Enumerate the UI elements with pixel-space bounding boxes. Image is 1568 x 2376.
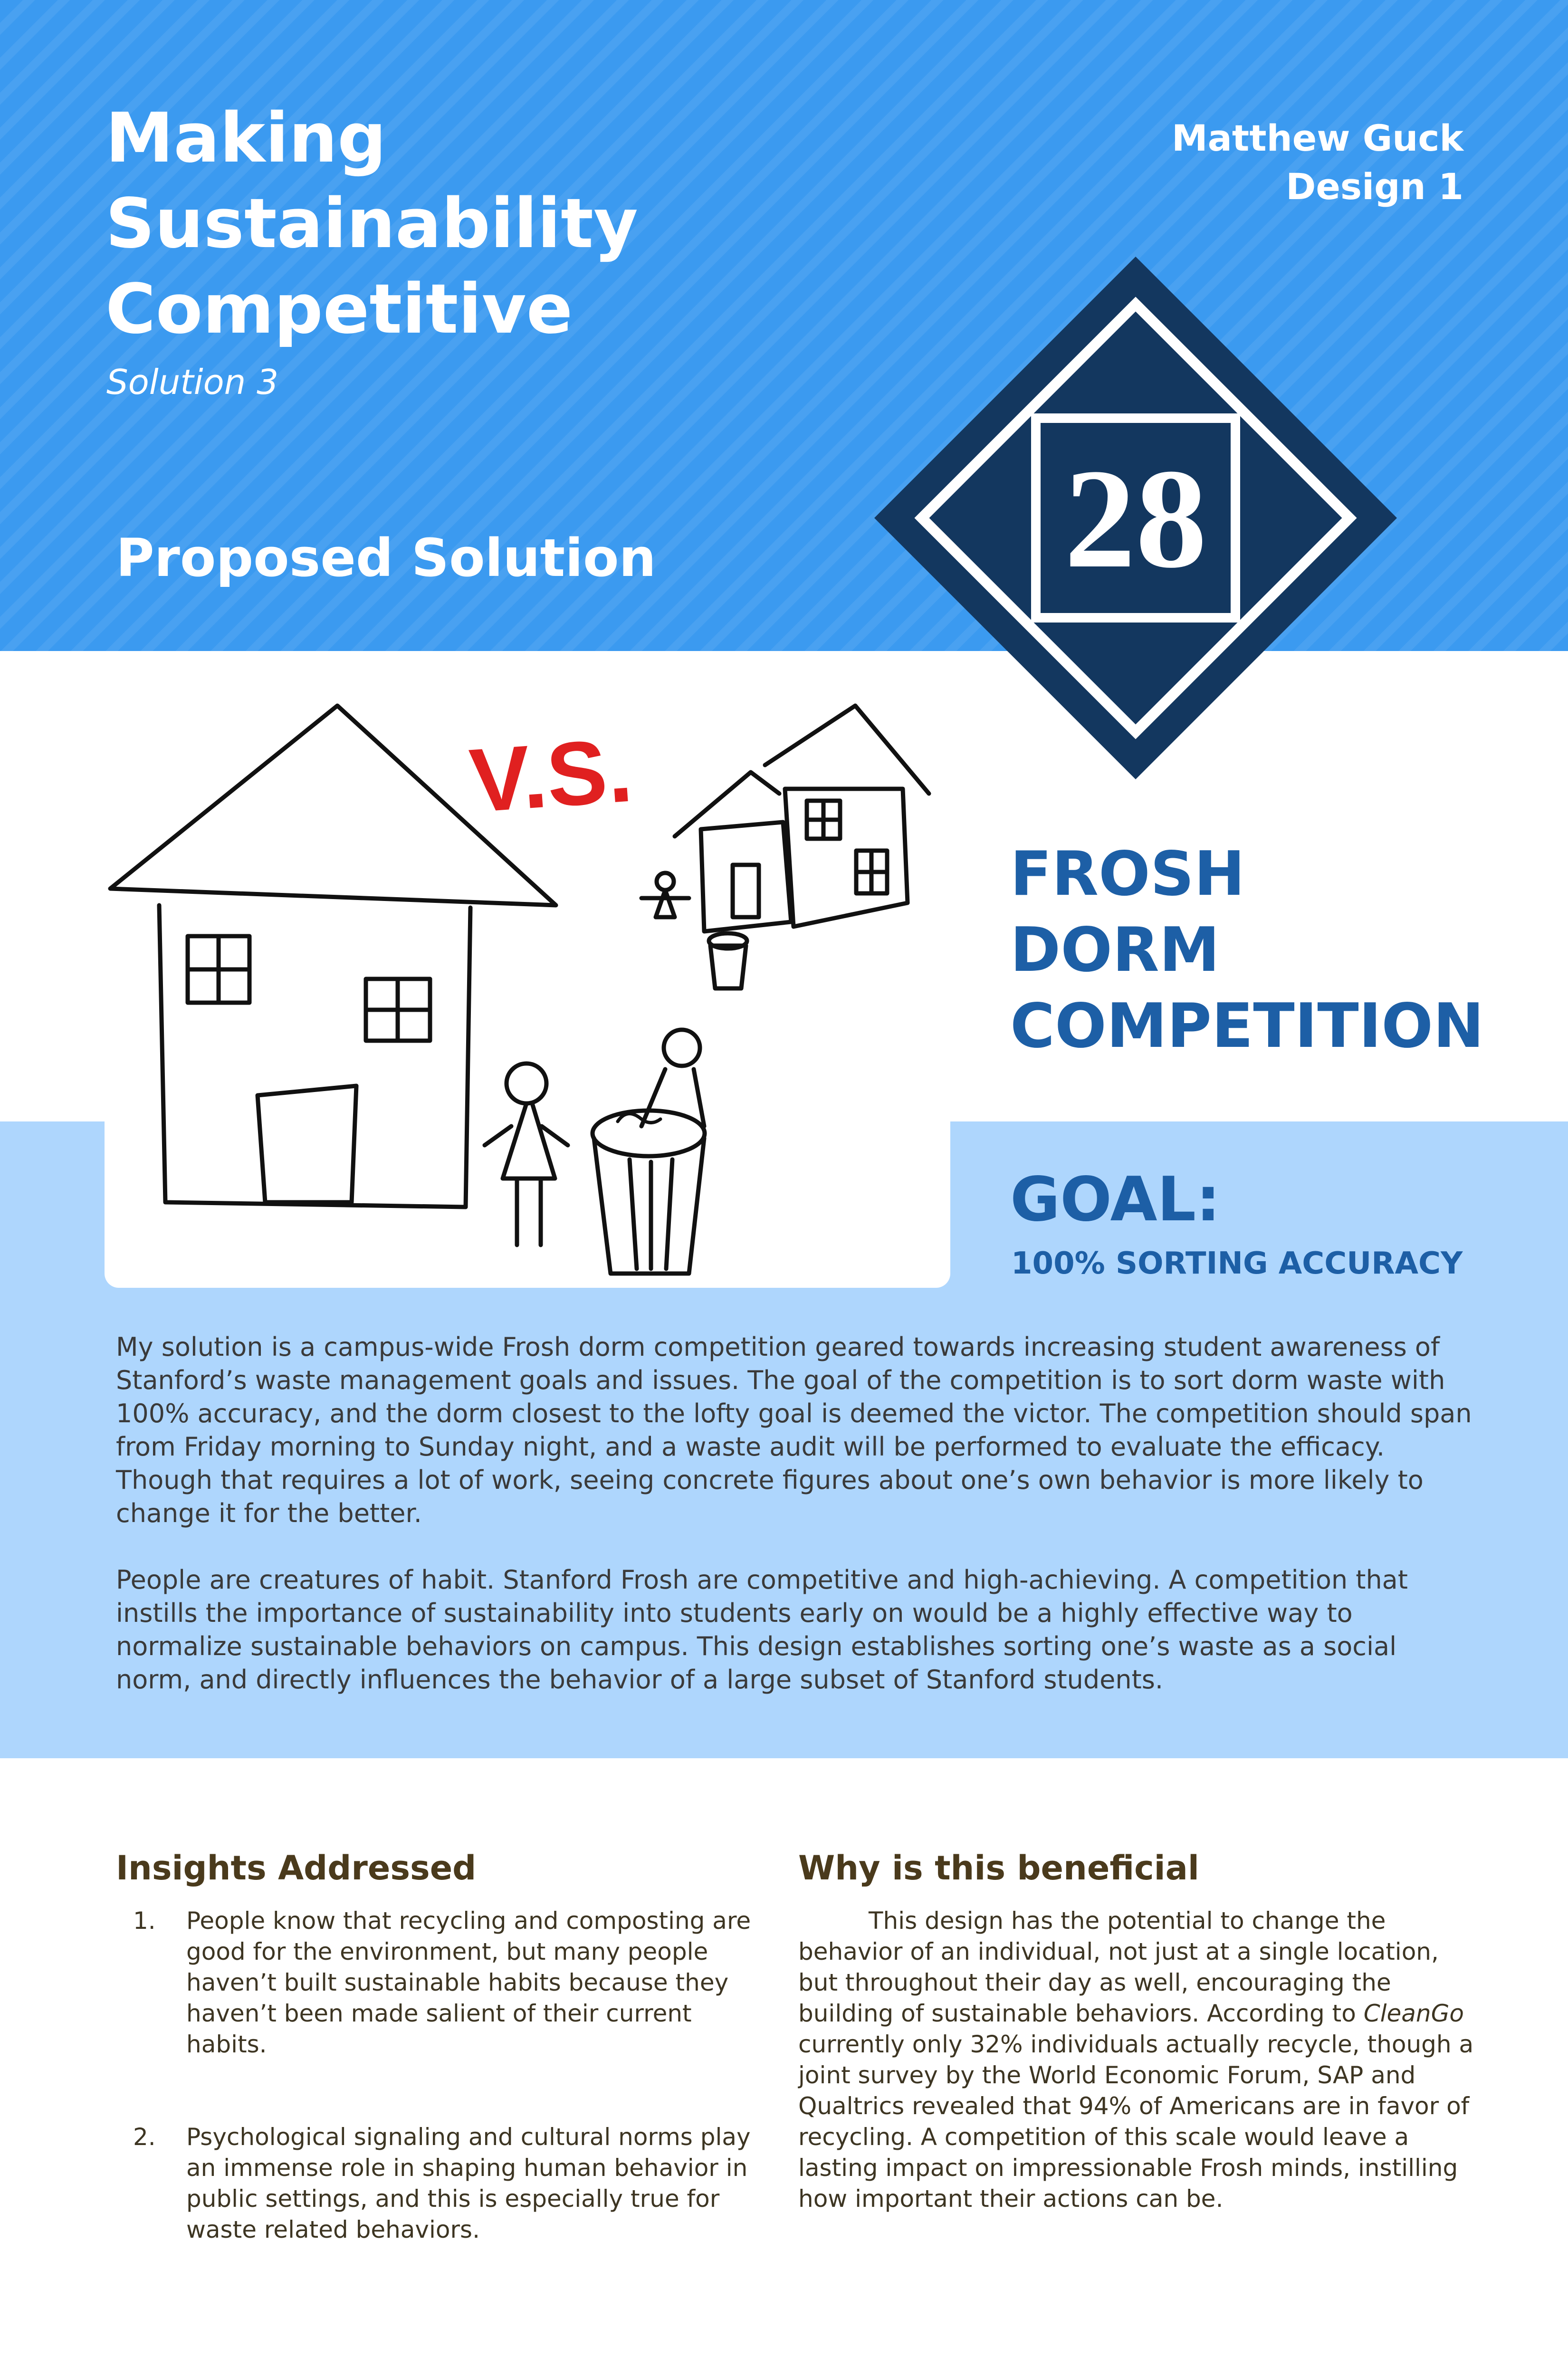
competition-line: FROSH: [1010, 839, 1245, 910]
illustration-card: [105, 651, 950, 1288]
why-heading: Why is this beneficial: [798, 1849, 1199, 1887]
design-label: Design 1: [1286, 165, 1463, 208]
page-title: [105, 95, 818, 352]
dorm-number-badge: [865, 247, 1406, 789]
list-item: [116, 1906, 772, 2060]
why-source: CleanGo: [1363, 2000, 1464, 2027]
solution-paragraph-2: People are creatures of habit. Stanford Frosh are competitive and high-achieving. A competition that instills the importance of sustainability into students early on would be a highly effective way to normalize sustainable behaviors on campus. This design establishes sorting one’s waste as a social norm, and directly influences the behavior of a large subset of Stanford students.: [116, 1565, 1408, 1695]
small-house-1-door: [733, 865, 759, 917]
why-text-before: This design has the potential to change the behavior of an individual, not just at a single location, but throughout their day as well, encouraging the building of sustainable behaviors. According to: [798, 1907, 1439, 2027]
author-name: Matthew Guck: [1172, 117, 1463, 159]
small-trash-can: [710, 946, 746, 988]
stick-figure-1-head: [507, 1063, 546, 1103]
list-item: [116, 2122, 772, 2245]
author-block: [1083, 114, 1463, 211]
section-heading-proposed: Proposed Solution: [116, 527, 656, 588]
big-house-walls: [159, 905, 470, 1207]
why-text-after: currently only 32% individuals actually recycle, though a joint survey by the World Economic Forum, SAP and Qualtrics revealed that 94% of Americans are in favor of recycling. A competition of this scale would leave a lasting impact on impressionable Frosh minds, instilling how important their actions can be.: [798, 2031, 1474, 2213]
list-item-text: People know that recycling and composting are good for the environment, but many people haven’t built sustainable habits because they haven’t been made salient of their current habits.: [186, 1907, 751, 2058]
big-house-door: [258, 1086, 356, 1202]
title-line: Sustainability: [105, 183, 638, 263]
list-item-text: Psychological signaling and cultural norms play an immense role in shaping human behavior in public settings, and this is especially true for waste related behaviors.: [186, 2123, 751, 2243]
insights-heading: Insights Addressed: [116, 1849, 477, 1887]
title-line: Competitive: [105, 269, 573, 349]
badge-number: 28: [1064, 440, 1207, 597]
title-line: Making: [105, 98, 387, 178]
why-paragraph: [798, 1906, 1478, 2214]
vs-label: V.S.: [466, 719, 636, 832]
goal-text: 100% SORTING ACCURACY: [1011, 1246, 1463, 1281]
competition-line: COMPETITION: [1010, 991, 1484, 1062]
competition-heading: [1010, 836, 1484, 1064]
stick-figure-2-head: [664, 1030, 700, 1066]
page-subtitle: Solution 3: [106, 362, 279, 402]
goal-label: GOAL:: [1010, 1164, 1221, 1235]
dorm-competition-illustration: [105, 651, 950, 1288]
list-item-number: 1.: [133, 1907, 156, 1935]
competition-line: DORM: [1010, 915, 1220, 986]
insights-list: [116, 1906, 772, 2307]
trash-can-lid: [593, 1111, 705, 1156]
list-item-number: 2.: [133, 2123, 156, 2151]
solution-paragraph-1: My solution is a campus-wide Frosh dorm competition geared towards increasing student awareness of Stanford’s waste management goals and issues. The goal of the competition is to sort dorm waste with 100% accuracy, and the dorm closest to the lofty goal is deemed the victor. The competition should span from Friday morning to Sunday night, and a waste audit will be performed to evaluate the efficacy. Though that requires a lot of work, seeing concrete figures about one’s own behavior is more likely to change it for the better.: [116, 1332, 1472, 1528]
